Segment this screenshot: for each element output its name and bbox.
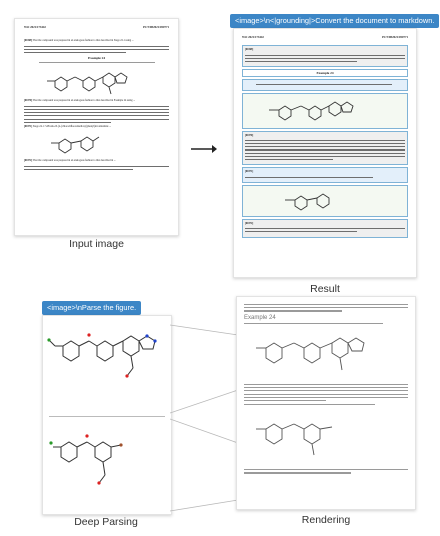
result-header-left: WO 2021/173442 (242, 35, 264, 39)
parsing-molecule-1 (43, 316, 171, 416)
result-para-3-tag: [00371] (245, 170, 254, 174)
caption-deep-parsing: Deep Parsing (74, 516, 138, 528)
result-figure-block-2 (242, 185, 408, 217)
arrow-right-icon (190, 143, 218, 155)
input-header-right: PCT/IB2021/050771 (143, 25, 169, 29)
input-para-1-text: The title compound was prepared in an analogous fashion to that described in Stage 22.1 using ... (32, 39, 134, 43)
parsing-connectors (170, 315, 240, 515)
result-prompt-banner: <image>\n<|grounding|>Convert the document to markdown. (230, 14, 439, 28)
result-example-title: Example 24 (316, 71, 334, 76)
result-molecule-1 (243, 94, 407, 128)
input-molecule-1 (37, 65, 157, 97)
result-block-3 (242, 131, 408, 166)
rendering-example-title: Example 24 (244, 314, 276, 321)
result-molecule-2 (243, 186, 407, 216)
rendering-molecule-1 (244, 326, 410, 382)
result-block-2 (242, 79, 408, 90)
result-para-1-tag: [00369] (245, 48, 254, 52)
input-para-2-tag: [00370] (24, 99, 33, 103)
result-block-5 (242, 219, 408, 238)
result-para-4-tag: [00372] (245, 221, 254, 225)
input-para-4-tag: [00372] (24, 159, 33, 163)
rendering-molecule-2 (244, 407, 410, 467)
result-block-1 (242, 45, 408, 67)
parsing-prompt-banner: <image>\nParse the figure. (42, 301, 141, 315)
parsing-molecule-2 (43, 417, 171, 511)
input-para-2 (24, 99, 169, 103)
input-para-4 (24, 159, 169, 163)
caption-rendering: Rendering (301, 514, 351, 526)
result-header-right: PCT/IB2021/050771 (382, 35, 408, 39)
rendering-panel (236, 296, 416, 510)
input-para-3-text: Stage 24.1: 5-Bromo-N-(4-(chlorodifluoromethoxy)phenyl)nicotinamide ... (32, 124, 112, 128)
result-figure-block-1 (242, 93, 408, 129)
input-image-document (14, 18, 179, 236)
caption-input-image: Input image (69, 238, 124, 250)
result-para-2-tag: [00370] (245, 133, 254, 137)
input-para-2-text: The title compound was prepared in an analogous fashion to that described in Example 24 using ... (32, 99, 136, 103)
result-example-block (242, 69, 408, 77)
input-molecule-2 (37, 131, 157, 157)
input-header-left: WO 2021/173442 (24, 25, 46, 29)
input-para-1 (24, 39, 169, 43)
deep-parsing-panel (42, 315, 172, 515)
input-para-3 (24, 125, 169, 129)
input-para-3-tag: [00371] (24, 124, 33, 128)
result-document (233, 28, 417, 278)
input-para-4-text: The title compound was prepared in an analogous fashion to that described in ... (32, 159, 116, 163)
result-block-4 (242, 167, 408, 183)
input-example-title: Example 24 (87, 56, 106, 61)
input-para-1-tag: [00369] (24, 39, 33, 43)
caption-result: Result (310, 283, 340, 295)
